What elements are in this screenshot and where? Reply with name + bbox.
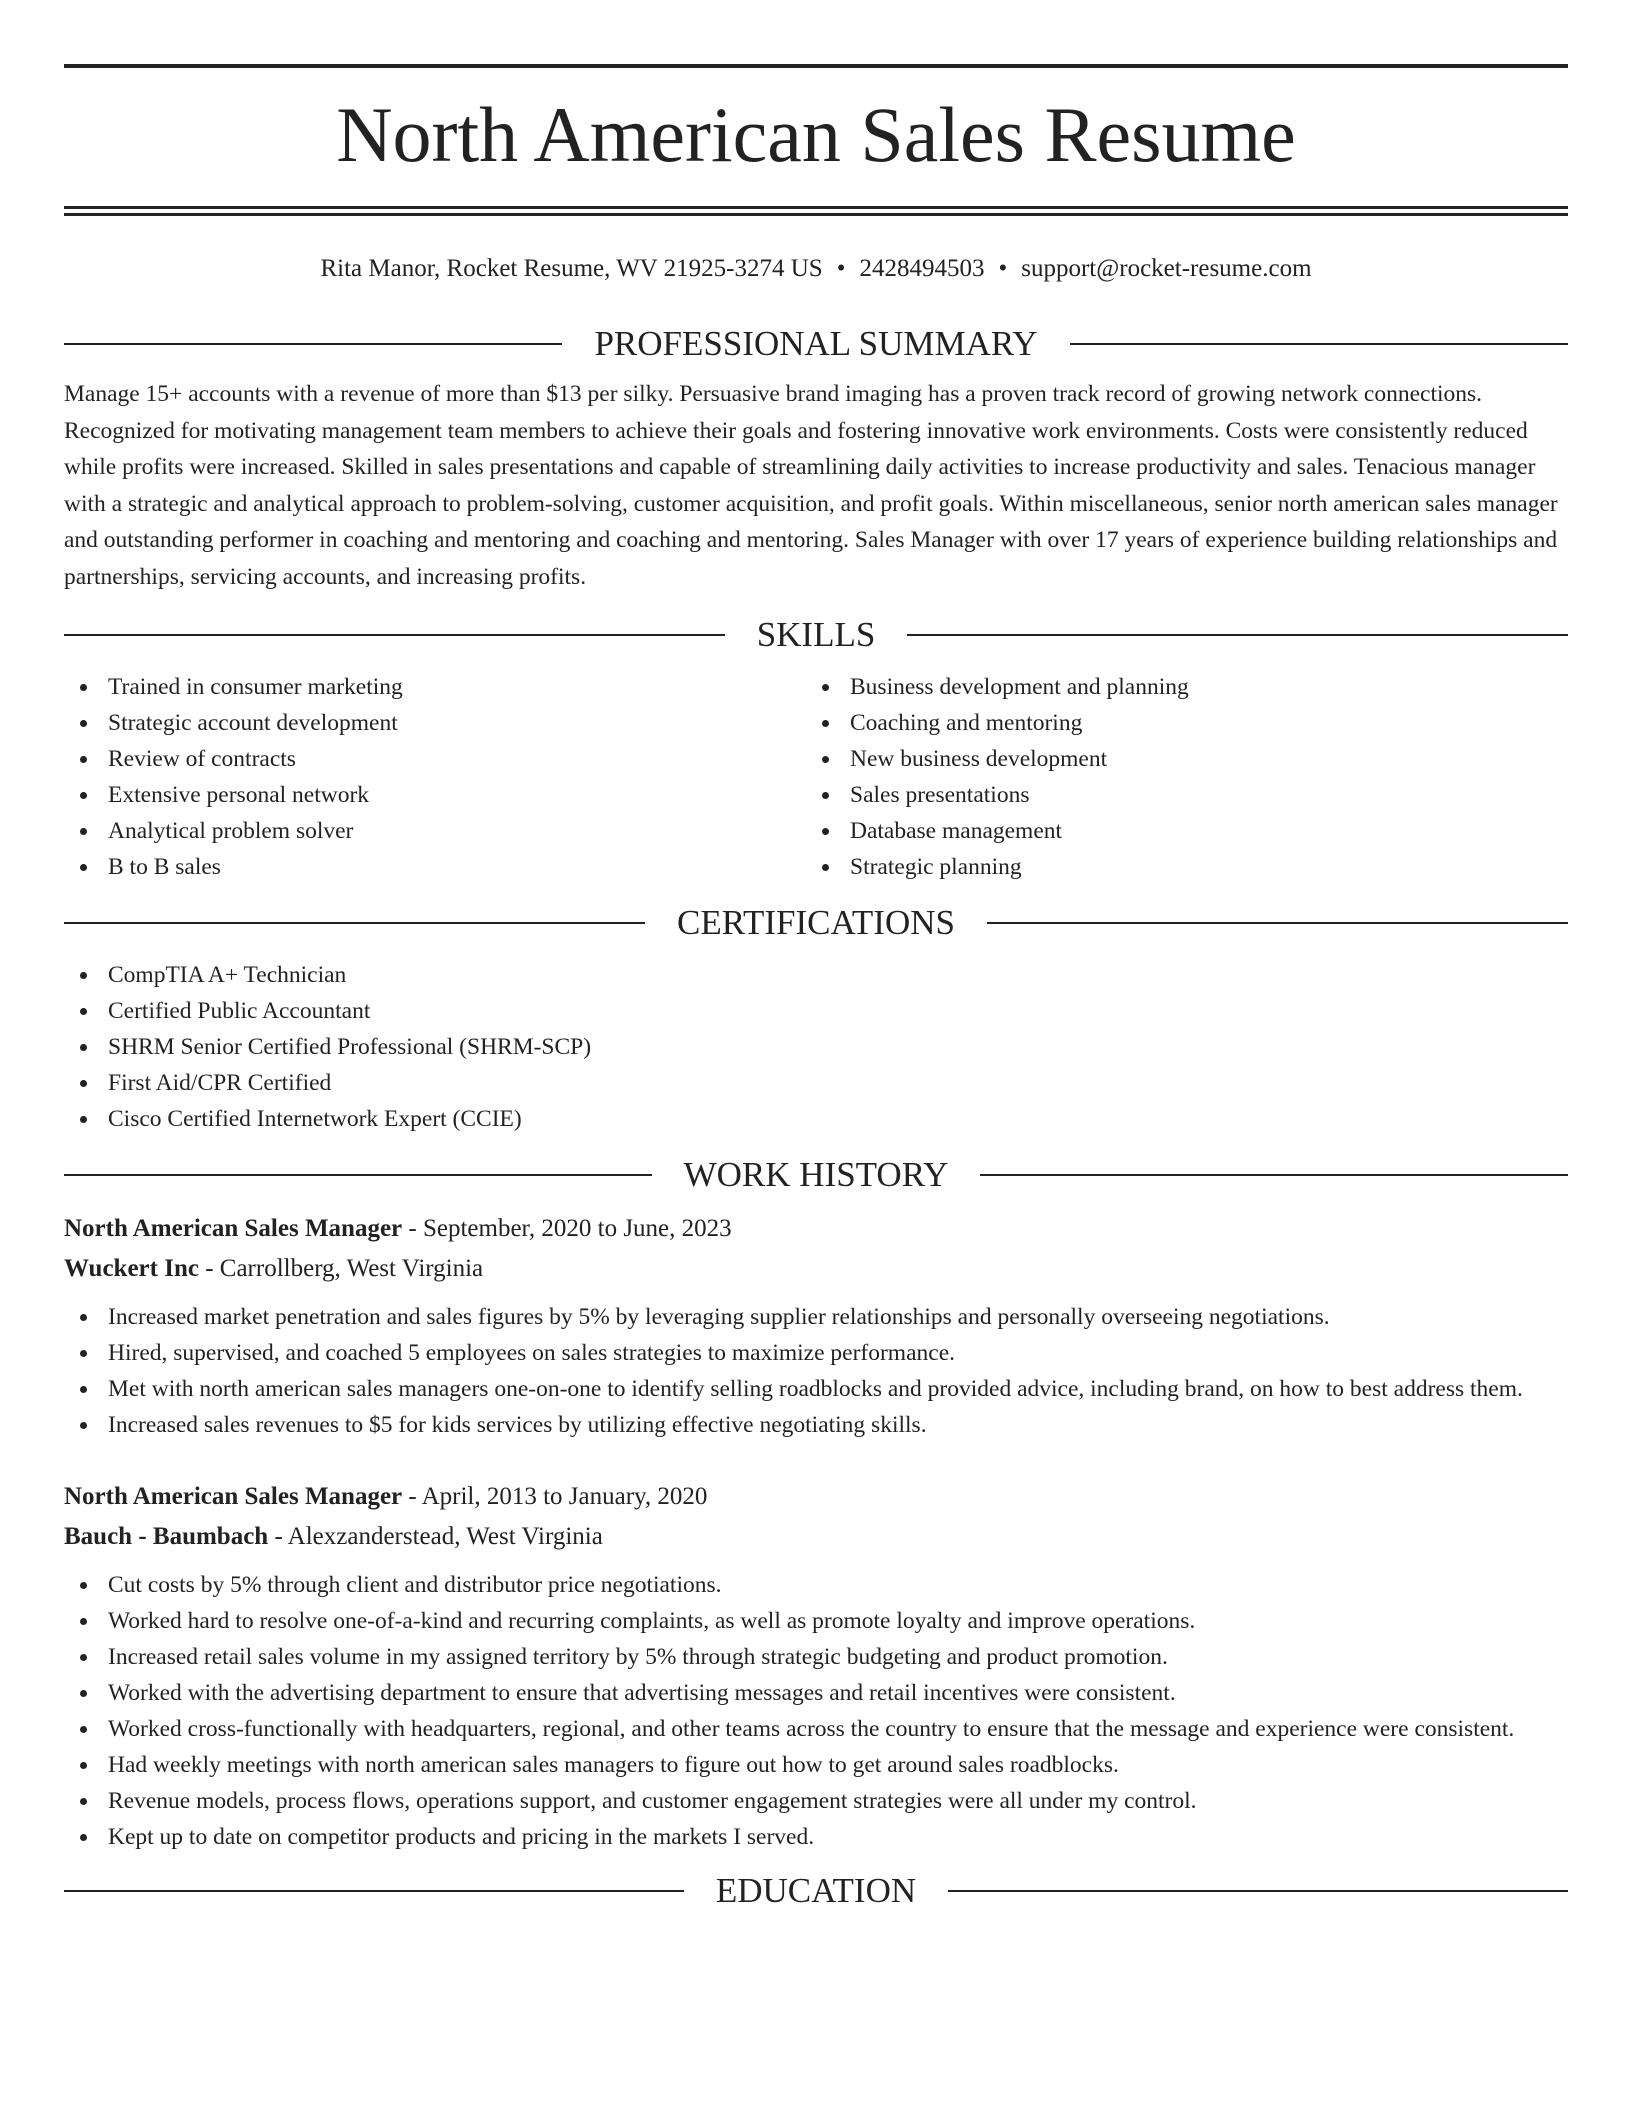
heading-rule <box>980 1174 1568 1176</box>
skill-item: Sales presentations <box>806 777 1548 813</box>
resume-page <box>64 0 1568 1913</box>
job-entry <box>64 1209 1568 1443</box>
skill-item: Coaching and mentoring <box>806 705 1548 741</box>
heading-rule <box>1070 343 1568 345</box>
job-bullet: Hired, supervised, and coached 5 employees on sales strategies to maximize performance. <box>64 1335 1568 1371</box>
job-bullet: Increased retail sales volume in my assigned territory by 5% through strategic budgeting and product promotion. <box>64 1639 1568 1675</box>
job-bullet: Worked with the advertising department to ensure that advertising messages and retail incentives were consistent. <box>64 1675 1568 1711</box>
job-bullet: Met with north american sales managers one-on-one to identify selling roadblocks and provided advice, including brand, on how to best address them. <box>64 1371 1568 1407</box>
skills-list-right <box>806 669 1548 885</box>
heading-rule <box>64 634 725 636</box>
skill-item: Extensive personal network <box>64 777 806 813</box>
job-entry <box>64 1477 1568 1855</box>
skill-item: Strategic account development <box>64 705 806 741</box>
job-location: - Alexzanderstead, West Virginia <box>268 1523 603 1550</box>
certification-item: Cisco Certified Internetwork Expert (CCIE) <box>64 1101 1568 1137</box>
section-heading-summary <box>64 322 1568 366</box>
skill-item: Trained in consumer marketing <box>64 669 806 705</box>
certifications-list <box>64 957 1568 1137</box>
contact-separator: • <box>836 255 846 282</box>
section-title: EDUCATION <box>715 1871 917 1910</box>
skill-item: Business development and planning <box>806 669 1548 705</box>
job-title: North American Sales Manager <box>64 1483 403 1510</box>
job-bullets <box>64 1299 1568 1443</box>
skill-item: Strategic planning <box>806 849 1548 885</box>
job-title-line <box>64 1209 1568 1249</box>
job-location: - Carrollberg, West Virginia <box>198 1255 484 1282</box>
section-heading-education <box>64 1869 1568 1913</box>
job-bullet: Revenue models, process flows, operations support, and customer engagement strategies were all under my control. <box>64 1783 1568 1819</box>
title-double-rule <box>64 206 1568 216</box>
heading-rule <box>987 922 1568 924</box>
certification-item: CompTIA A+ Technician <box>64 957 1568 993</box>
section-title: PROFESSIONAL SUMMARY <box>594 324 1038 363</box>
section-title: CERTIFICATIONS <box>677 903 955 942</box>
job-company-line <box>64 1517 1568 1557</box>
contact-phone: 2428494503 <box>859 255 985 282</box>
job-title: North American Sales Manager <box>64 1215 403 1242</box>
section-heading-certifications <box>64 901 1568 945</box>
heading-rule <box>64 343 562 345</box>
skill-item: Analytical problem solver <box>64 813 806 849</box>
top-rule <box>64 64 1568 68</box>
job-bullet: Worked cross-functionally with headquarters, regional, and other teams across the country to ensure that the message and experience were consistent. <box>64 1711 1568 1747</box>
job-bullets <box>64 1567 1568 1855</box>
section-title: WORK HISTORY <box>683 1155 949 1194</box>
skill-item: New business development <box>806 741 1548 777</box>
heading-rule <box>907 634 1568 636</box>
skill-item: Database management <box>806 813 1548 849</box>
job-company: Bauch - Baumbach <box>64 1523 269 1550</box>
certification-item: SHRM Senior Certified Professional (SHRM-SCP) <box>64 1029 1568 1065</box>
skills-columns <box>64 669 1568 885</box>
section-heading-skills <box>64 613 1568 657</box>
certification-item: Certified Public Accountant <box>64 993 1568 1029</box>
heading-rule <box>948 1890 1568 1892</box>
section-heading-work-history <box>64 1153 1568 1197</box>
heading-rule <box>64 1890 684 1892</box>
job-dates: - September, 2020 to June, 2023 <box>402 1215 732 1242</box>
skill-item: Review of contracts <box>64 741 806 777</box>
job-company-line <box>64 1249 1568 1289</box>
job-bullet: Worked hard to resolve one-of-a-kind and recurring complaints, as well as promote loyalty and improve operations. <box>64 1603 1568 1639</box>
resume-title: North American Sales Resume <box>336 91 1296 178</box>
section-title: SKILLS <box>756 615 876 654</box>
job-bullet: Increased market penetration and sales figures by 5% by leveraging supplier relationships and personally overseeing negotiations. <box>64 1299 1568 1335</box>
job-bullet: Had weekly meetings with north american sales managers to figure out how to get around sales roadblocks. <box>64 1747 1568 1783</box>
contact-address: Rita Manor, Rocket Resume, WV 21925-3274 US <box>320 255 823 282</box>
job-title-line <box>64 1477 1568 1517</box>
job-company: Wuckert Inc <box>64 1255 199 1282</box>
job-bullet: Increased sales revenues to $5 for kids services by utilizing effective negotiating skills. <box>64 1407 1568 1443</box>
skills-list-left <box>64 669 806 885</box>
heading-rule <box>64 1174 652 1176</box>
certification-item: First Aid/CPR Certified <box>64 1065 1568 1101</box>
skill-item: B to B sales <box>64 849 806 885</box>
job-bullet: Cut costs by 5% through client and distributor price negotiations. <box>64 1567 1568 1603</box>
job-bullet: Kept up to date on competitor products and pricing in the markets I served. <box>64 1819 1568 1855</box>
job-dates: - April, 2013 to January, 2020 <box>402 1483 708 1510</box>
contact-email: support@rocket-resume.com <box>1021 255 1312 282</box>
contact-line <box>64 254 1568 284</box>
contact-separator: • <box>998 255 1008 282</box>
heading-rule <box>64 922 645 924</box>
summary-text: Manage 15+ accounts with a revenue of more than $13 per silky. Persuasive brand imaging has a proven track record of growing network connections. Recognized for motivating management team members to achieve their goals and fostering innovative work environments. Costs were consistently reduced while profits were increased. Skilled in sales presentations and capable of streamlining daily activities to increase productivity and sales. Tenacious manager with a strategic and analytical approach to problem-solving, customer acquisition, and profit goals. Within miscellaneous, senior north american sales manager and outstanding performer in coaching and mentoring and coaching and mentoring. Sales Manager with over 17 years of experience building relationships and partnerships, servicing accounts, and increasing profits. <box>64 381 1558 590</box>
